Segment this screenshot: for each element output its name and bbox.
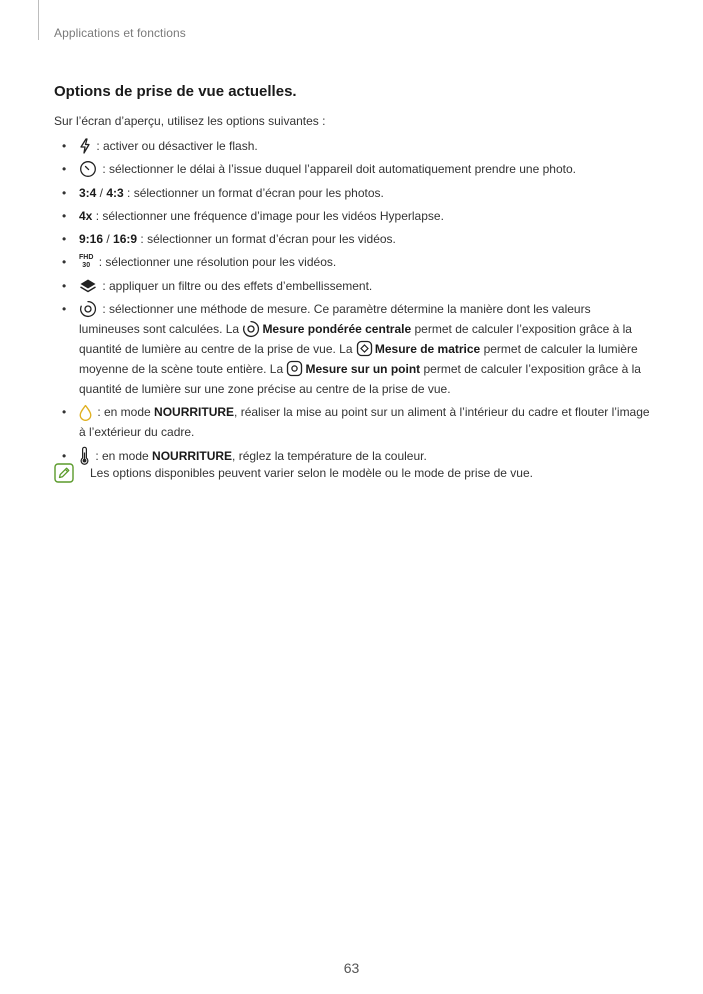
- food-focus-desc-1: : en mode: [94, 405, 155, 420]
- list-item-food-focus: [62, 402, 652, 442]
- list-item-metering: [62, 299, 652, 399]
- list-item-video-ratio: [62, 229, 652, 249]
- list-item-hyperlapse: [62, 206, 652, 226]
- spot-label: Mesure sur un point: [305, 362, 421, 377]
- filter-icon: [79, 278, 97, 294]
- metering-desc-1: : sélectionner une méthode de mesure. Ce paramètre détermine la manière dont les valeurs lumineuses sont calculées. La: [79, 302, 591, 337]
- note-pencil-icon: [54, 463, 74, 483]
- note-text: Les options disponibles peuvent varier selon le modèle ou le mode de prise de vue.: [90, 466, 533, 480]
- running-header: Applications et fonctions: [54, 26, 186, 40]
- food-focus-desc-2: , réaliser la mise au point sur un aliment à l’intérieur du cadre et flouter l’image à l’extérieur du cadre.: [79, 405, 650, 440]
- list-item-timer: [62, 159, 652, 179]
- list-item-flash: [62, 136, 652, 156]
- margin-line: [38, 0, 39, 40]
- filter-desc: : appliquer un filtre ou des effets d’embellissement.: [99, 278, 373, 293]
- flash-icon: [79, 138, 91, 154]
- food-mode-label: NOURRITURE: [154, 405, 235, 420]
- spot-icon: [286, 360, 303, 377]
- note-box: [54, 463, 654, 485]
- list-item-resolution: [62, 252, 652, 272]
- video-ratio-sep: /: [103, 232, 114, 247]
- center-weighted-label: Mesure pondérée centrale: [262, 322, 412, 337]
- ratio-9-16: 9:16: [79, 232, 104, 247]
- matrix-label: Mesure de matrice: [374, 342, 481, 357]
- list-item-photo-ratio: [62, 183, 652, 203]
- ratio-3-4: 3:4: [79, 185, 97, 200]
- fhd-resolution-icon: [79, 254, 93, 270]
- timer-icon: [79, 160, 97, 178]
- food-temp-desc-2: , réglez la température de la couleur.: [232, 448, 427, 463]
- matrix-icon: [356, 340, 373, 357]
- metering-desc-3: permet de calculer la lumière moyenne de la scène toute entière. La: [79, 342, 638, 377]
- food-temp-mode-label: NOURRITURE: [152, 448, 233, 463]
- hyperlapse-desc: : sélectionner une fréquence d’image pour les vidéos Hyperlapse.: [92, 208, 444, 223]
- options-list: [62, 136, 652, 469]
- page-number: 63: [343, 960, 360, 976]
- timer-desc: : sélectionner le délai à l’issue duquel l’appareil doit automatiquement prendre une photo.: [99, 162, 576, 177]
- center-weighted-icon: [242, 320, 260, 338]
- ratio-sep: /: [96, 185, 107, 200]
- flash-desc: : activer ou désactiver le flash.: [93, 139, 258, 153]
- ratio-4-3: 4:3: [106, 185, 124, 200]
- fps-label: 30: [82, 262, 91, 270]
- metering-desc-2: permet de calculer l’exposition grâce à la quantité de lumière au centre de la prise de vue. La: [79, 322, 632, 357]
- section-title: Options de prise de vue actuelles.: [54, 83, 297, 100]
- list-item-filter: [62, 276, 652, 296]
- drop-icon: [79, 404, 92, 421]
- hyperlapse-4x: 4x: [79, 208, 93, 223]
- metering-icon: [79, 300, 97, 318]
- photo-ratio-desc: : sélectionner un format d’écran pour les photos.: [123, 185, 384, 200]
- metering-desc-4: permet de calculer l’exposition grâce à la quantité de lumière sur une zone précise au centre de la prise de vue.: [79, 362, 641, 397]
- fhd-label: • FHD: [79, 254, 94, 262]
- ratio-16-9: 16:9: [113, 232, 138, 247]
- food-temp-desc-1: : en mode: [92, 448, 153, 463]
- resolution-desc: : sélectionner une résolution pour les vidéos.: [95, 255, 337, 270]
- intro-text: Sur l’écran d’aperçu, utilisez les options suivantes :: [54, 114, 326, 128]
- video-ratio-desc: : sélectionner un format d’écran pour les vidéos.: [137, 232, 396, 247]
